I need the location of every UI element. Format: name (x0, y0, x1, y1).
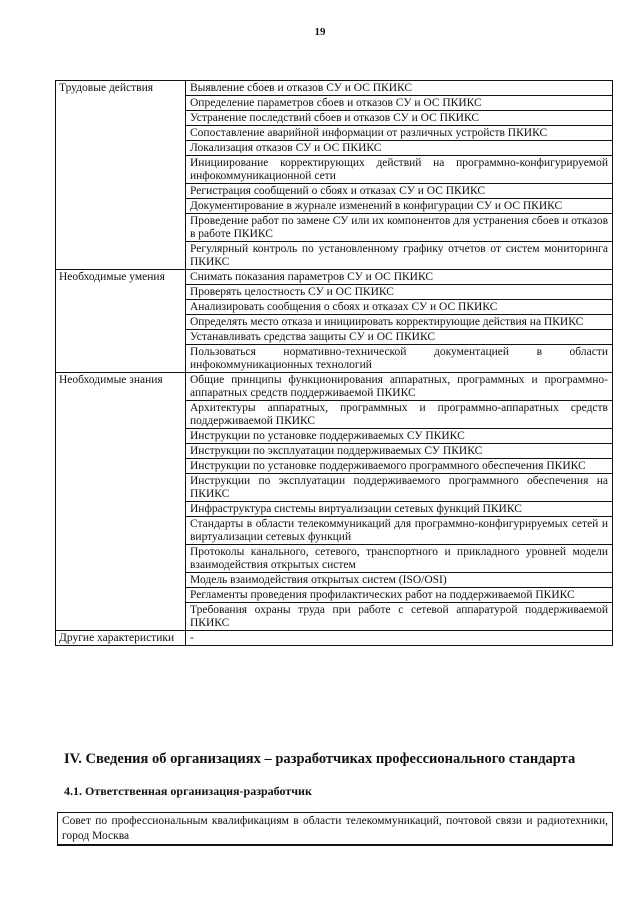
item-cell: Инициирование корректирующих действий на программно-конфигурируемой инфокоммуникационной сети (186, 156, 613, 184)
item-cell: Стандарты в области телекоммуникаций для программно-конфигурируемых сетей и виртуализации сетевых функций (186, 517, 613, 545)
item-cell: Инструкции по установке поддерживаемого программного обеспечения ПКИКС (186, 459, 613, 474)
divider (57, 844, 613, 845)
page-number: 19 (314, 26, 326, 38)
item-cell: Протоколы канального, сетевого, транспортного и прикладного уровней модели взаимодействия открытых систем (186, 545, 613, 573)
subsection-title: 4.1. Ответственная организация-разработчик (64, 784, 312, 798)
item-cell: Снимать показания параметров СУ и ОС ПКИКС (186, 270, 613, 285)
item-cell: Анализировать сообщения о сбоях и отказах СУ и ОС ПКИКС (186, 300, 613, 315)
item-cell: Инструкции по установке поддерживаемых СУ ПКИКС (186, 429, 613, 444)
item-cell: Регистрация сообщений о сбоях и отказах СУ и ОС ПКИКС (186, 184, 613, 199)
item-cell: Общие принципы функционирования аппаратных, программных и программно-аппаратных средств поддерживаемой ПКИКС (186, 373, 613, 401)
item-cell: Требования охраны труда при работе с сетевой аппаратурой поддерживаемой ПКИКС (186, 603, 613, 631)
item-cell: Регламенты проведения профилактических работ на поддерживаемой ПКИКС (186, 588, 613, 603)
item-cell: Документирование в журнале изменений в конфигурации СУ и ОС ПКИКС (186, 199, 613, 214)
item-cell: Модель взаимодействия открытых систем (ISO/OSI) (186, 573, 613, 588)
section-title: IV. Сведения об организациях – разработчиках профессионального стандарта (64, 751, 576, 767)
table-row (56, 81, 613, 96)
item-cell: Инструкции по эксплуатации поддерживаемого программного обеспечения на ПКИКС (186, 474, 613, 502)
category-cell: Трудовые действия (56, 81, 186, 270)
item-cell: Регулярный контроль по установленному графику отчетов от систем мониторинга ПКИКС (186, 242, 613, 270)
labor-functions-table (55, 80, 613, 646)
item-cell: Пользоваться нормативно-технической документацией в области инфокоммуникационных технологий (186, 345, 613, 373)
item-cell: Устранение последствий сбоев и отказов СУ и ОС ПКИКС (186, 111, 613, 126)
item-cell: Инфраструктура системы виртуализации сетевых функций ПКИКС (186, 502, 613, 517)
category-cell: Необходимые знания (56, 373, 186, 631)
category-cell: Необходимые умения (56, 270, 186, 373)
item-cell: Локализация отказов СУ и ОС ПКИКС (186, 141, 613, 156)
table-row (56, 373, 613, 401)
item-cell: Определение параметров сбоев и отказов СУ и ОС ПКИКС (186, 96, 613, 111)
item-cell: Определять место отказа и инициировать корректирующие действия на ПКИКС (186, 315, 613, 330)
item-cell: Архитектуры аппаратных, программных и программно-аппаратных средств поддерживаемой ПКИКС (186, 401, 613, 429)
item-cell: Выявление сбоев и отказов СУ и ОС ПКИКС (186, 81, 613, 96)
table-row (56, 631, 613, 646)
item-cell: Устанавливать средства защиты СУ и ОС ПКИКС (186, 330, 613, 345)
item-cell: Сопоставление аварийной информации от различных устройств ПКИКС (186, 126, 613, 141)
organization-name: Совет по профессиональным квалификациям в области телекоммуникаций, почтовой связи и радиотехники, город Москва (57, 812, 613, 846)
table-row (56, 270, 613, 285)
item-cell: Инструкции по эксплуатации поддерживаемых СУ ПКИКС (186, 444, 613, 459)
item-cell: - (186, 631, 613, 646)
item-cell: Проведение работ по замене СУ или их компонентов для устранения сбоев и отказов в работе ПКИКС (186, 214, 613, 242)
category-cell: Другие характеристики (56, 631, 186, 646)
item-cell: Проверять целостность СУ и ОС ПКИКС (186, 285, 613, 300)
